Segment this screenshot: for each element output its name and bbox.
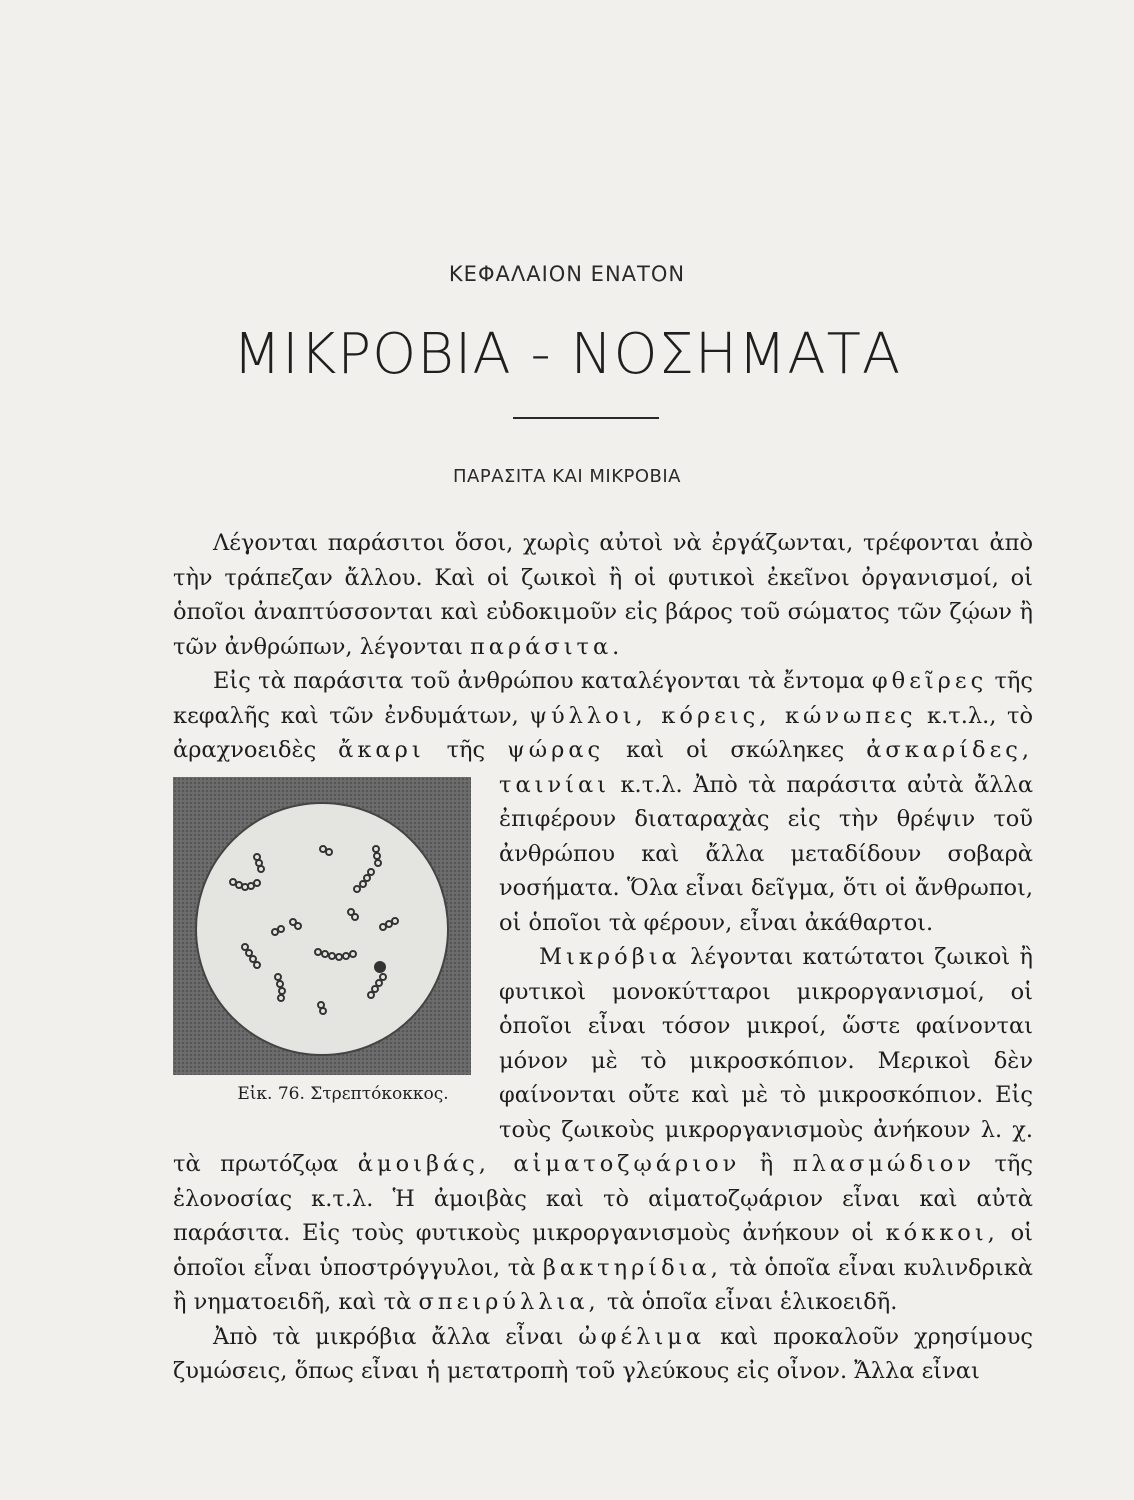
dark-cell	[374, 961, 386, 973]
text-run: τὰ ὁποῖα εἶναι ἑλικοειδῆ.	[606, 1289, 898, 1315]
text-run: κ.τ.λ., τὸ ἀραχνοειδὲς	[173, 702, 1033, 763]
chapter-heading: ΚΕΦΑΛΑΙΟΝ ΕΝΑΤΟΝ	[448, 262, 686, 286]
chapter-title: ΜΙΚΡΟΒΙΑ - ΝΟΣΗΜΑΤΑ	[232, 322, 902, 387]
paragraph-4	[173, 1320, 1033, 1389]
text-run: ἢ	[759, 1151, 774, 1177]
spaced-term: βακτηρίδια,	[542, 1254, 722, 1281]
microscope-view-illustration	[173, 777, 471, 1075]
spaced-term: ἄκαρι	[338, 737, 425, 763]
text-run: λέγονται κατώτατοι ζωικοὶ ἢ φυτικοὶ μονοκύτταροι μικροργανισμοί, οἱ ὁποῖοι εἶναι τόσον μικροί, ὥστε φαίνονται μόνον μὲ τὸ μικροσκόπιον. Μερικοὶ δὲν φαίνονται οὔτε καὶ μὲ τὸ μικροσκόπιον. Εἰς τοὺς ζωικοὺς μικροργανισμοὺς ἀνήκουν λ. χ. τὰ πρωτόζῳα	[173, 944, 1033, 1177]
spaced-term: κόκκοι,	[885, 1220, 999, 1246]
text-run: Λέγονται παράσιτοι ὅσοι, χωρὶς αὐτοὶ νὰ ἐργάζωνται, τρέφονται ἀπὸ τὴν τράπεζαν ἄλλου. Καὶ οἱ ζωικοὶ ἢ οἱ φυτικοὶ ἐκεῖνοι ὀργανισμοί, οἱ ὁποῖοι ἀναπτύσσονται καὶ εὐδοκιμοῦν εἰς βάρος τοῦ σώματος τῶν ζῴων ἢ τῶν ἀνθρώπων, λέγονται	[173, 530, 1033, 660]
spaced-term: πλασμώδιον	[792, 1151, 975, 1177]
paragraph-1	[173, 526, 1033, 664]
spaced-term: σπειρύλλια,	[418, 1289, 600, 1315]
title-divider	[513, 417, 659, 419]
figure-caption: Εἰκ. 76. Στρεπτόκοκκος.	[237, 1083, 449, 1104]
figure-image	[173, 777, 471, 1075]
spaced-term: ἀμοιβάς, αἱματοζῳάριον	[357, 1151, 741, 1177]
text-run: Εἰς τὰ παράσιτα τοῦ ἀνθρώπου καταλέγονται τὰ ἔντομα	[213, 668, 865, 694]
spaced-term: Μικρόβια	[539, 944, 681, 970]
text-run: τῆς	[446, 737, 486, 763]
text-run: τὰ ὁποῖα εἶναι κυλινδρικὰ ἢ νηματοειδῆ, καὶ τὰ	[173, 1254, 1033, 1315]
text-run: καὶ προκαλοῦν χρησίμους ζυμώσεις, ὅπως εἶναι ἡ μετατροπὴ τοῦ γλεύκους εἰς οἶνον. Ἄλλα εἶναι	[173, 1323, 1034, 1384]
spaced-term: παράσιτα.	[469, 633, 624, 660]
text-run: καὶ οἱ σκώληκες	[626, 737, 845, 763]
spaced-term: ὠφέλιμα	[578, 1323, 706, 1350]
figure-streptococcus	[173, 771, 473, 1116]
spaced-term: ἀσκαρίδες, ταινίαι	[499, 737, 1034, 798]
text-run: κ.τ.λ. Ἀπὸ τὰ παράσιτα αὐτὰ ἄλλα ἐπιφέρουν διαταραχὰς εἰς τὴν θρέψιν τοῦ ἀνθρώπου καὶ ἄλλα μεταδίδουν σοβαρὰ νοσήματα. Ὅλα εἶναι δεῖγμα, ὅτι οἱ ἄνθρωποι, οἱ ὁποῖοι τὰ φέρουν, εἶναι ἀκάθαρτοι.	[499, 771, 1034, 936]
text-run: οἱ ὁποῖοι εἶναι ὑποστρόγγυλοι, τὰ	[173, 1220, 1033, 1281]
body-text	[173, 526, 1033, 1389]
spaced-term: ψύλλοι, κόρεις, κώνωπες	[529, 702, 917, 729]
text-run: Ἀπὸ τὰ μικρόβια ἄλλα εἶναι	[213, 1323, 564, 1350]
spaced-term: ψώρας	[507, 737, 605, 763]
microscope-field	[196, 803, 448, 1055]
text-run: τῆς ἑλονοσίας κ.τ.λ. Ἡ ἀμοιβὰς καὶ τὸ αἱματοζῳάριον εἶναι καὶ αὐτὰ παράσιτα. Εἰς τοὺς φυτικοὺς μικροργανισμοὺς ἀνήκουν οἱ	[173, 1151, 1033, 1246]
section-heading: ΠΑΡΑΣΙΤΑ ΚΑΙ ΜΙΚΡΟΒΙΑ	[452, 466, 681, 487]
spaced-term: φθεῖρες	[871, 668, 988, 694]
text-run: τῆς κεφαλῆς καὶ τῶν ἐνδυμάτων,	[173, 668, 1033, 729]
